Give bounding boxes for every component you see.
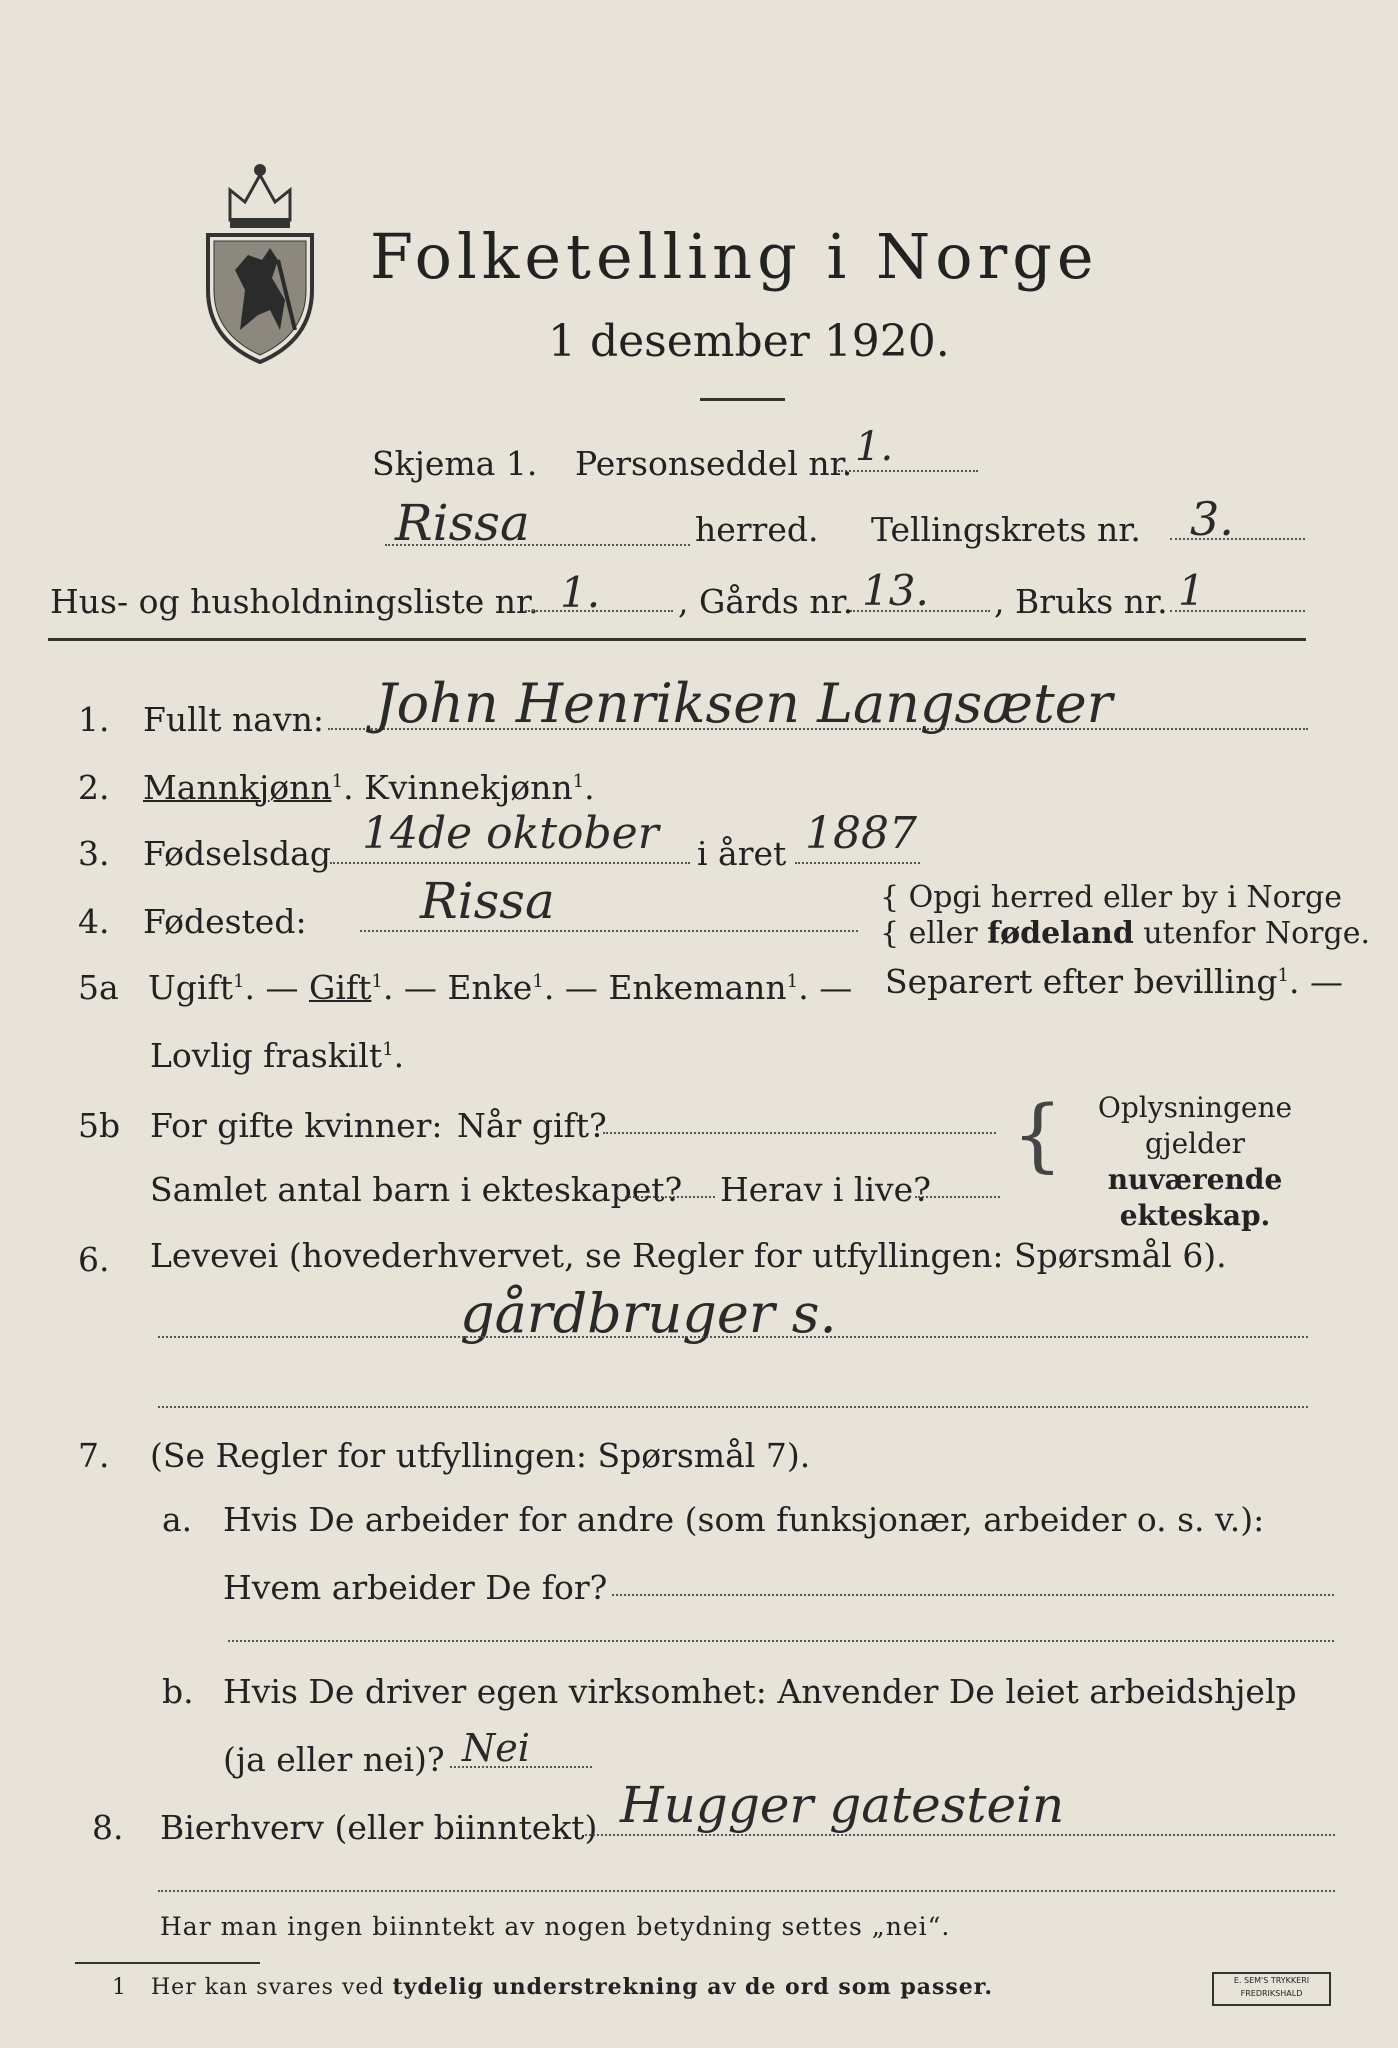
q6-line-1 <box>158 1336 1308 1338</box>
q5b-naar-label: Når gift? <box>457 1106 607 1145</box>
gards-value: 13. <box>862 566 929 615</box>
q3-label: Fødselsdag <box>143 834 331 873</box>
q5b-label: For gifte kvinner: <box>150 1106 443 1145</box>
q6-label: Levevei (hovederhvervet, se Regler for utfyllingen: Spørsmål 6). <box>150 1236 1227 1275</box>
personseddel-line <box>838 470 978 472</box>
q7a-question: Hvem arbeider De for? <box>223 1568 608 1607</box>
q5b-number: 5b <box>78 1106 121 1145</box>
q5b-barn-label: Samlet antal barn i ekteskapet? <box>150 1170 683 1209</box>
bruks-label: , Bruks nr. <box>994 582 1168 621</box>
q3-line <box>330 862 690 864</box>
q4-number: 4. <box>78 902 110 941</box>
footnote: 1 Her kan svares ved tydelig understrekning av de ord som passer. <box>112 1974 993 2000</box>
husholdning-label: Hus- og husholdningsliste nr. <box>50 582 539 621</box>
q3-year-value: 1887 <box>805 808 917 859</box>
q5b-ilive-line <box>915 1196 1000 1198</box>
q2-options: Mannkjønn$^1$. Kvinnekjønn$^1$. <box>143 768 595 807</box>
biinntekt-note: Har man ingen biinntekt av nogen betydning settes „nei“. <box>160 1912 951 1941</box>
bruks-value: 1 <box>1178 566 1205 615</box>
tellingskrets-value: 3. <box>1190 492 1234 546</box>
footnote-mark: 1 <box>112 1975 127 2000</box>
q8-line-1 <box>585 1834 1335 1836</box>
q4-note-line2: { eller fødeland utenfor Norge. <box>880 916 1370 951</box>
q6-value: gårdbruger s. <box>460 1282 837 1345</box>
q2-number: 2. <box>78 768 110 807</box>
q5a-separert-option: Separert efter bevilling <box>885 962 1278 1001</box>
q7b-value: Nei <box>462 1726 530 1770</box>
q4-line <box>360 930 858 932</box>
q7-label: (Se Regler for utfyllingen: Spørsmål 7). <box>150 1436 811 1475</box>
q7a-letter: a. <box>162 1500 193 1539</box>
q5a-fraskilt: Lovlig fraskilt$^1$. <box>150 1036 405 1075</box>
form-title: Folketelling i Norge <box>370 220 1099 293</box>
herred-value: Rissa <box>395 494 530 552</box>
q5a-enke-option: Enke <box>447 968 533 1007</box>
q7a-line-1 <box>612 1594 1334 1596</box>
q5b-ilive-label: Herav i live? <box>720 1170 931 1209</box>
q5a-gift-option: Gift <box>309 968 372 1007</box>
q7b-question: (ja eller nei)? <box>223 1740 445 1779</box>
q8-number: 8. <box>92 1808 124 1847</box>
q7a-text: Hvis De arbeider for andre (som funksjonær, arbeider o. s. v.): <box>223 1500 1265 1539</box>
q2-female-option: Kvinnekjønn <box>364 768 573 807</box>
footnote-rule <box>75 1962 260 1964</box>
q6-number: 6. <box>78 1240 110 1279</box>
q5a-fraskilt-option: Lovlig fraskilt <box>150 1036 383 1075</box>
q7-number: 7. <box>78 1436 110 1475</box>
q3-year-line <box>795 862 920 864</box>
q8-line-2 <box>158 1890 1335 1892</box>
q4-value: Rissa <box>420 872 555 930</box>
q8-value: Hugger gatestein <box>620 1776 1065 1834</box>
q5a-enkemann-option: Enkemann <box>608 968 787 1007</box>
printer-stamp: E. SEM'S TRYKKERI FREDRIKSHALD <box>1212 1972 1331 2006</box>
q5b-brace: { <box>1012 1088 1063 1181</box>
q7b-text: Hvis De driver egen virksomhet: Anvender De leiet arbeidshjelp <box>223 1672 1297 1711</box>
q3-year-label: i året <box>697 834 787 873</box>
q6-line-2 <box>158 1406 1308 1408</box>
q7a-line-2 <box>228 1640 1334 1642</box>
q5b-barn-line <box>625 1196 715 1198</box>
q5b-naar-line <box>603 1132 996 1134</box>
gards-label: , Gårds nr. <box>678 582 854 621</box>
q3-value: 14de oktober <box>362 808 659 859</box>
q5a-separert: Separert efter bevilling$^1$. — <box>885 962 1343 1001</box>
q4-note <box>880 880 1370 952</box>
q2-male-option: Mannkjønn <box>143 768 332 807</box>
personseddel-value: 1. <box>855 424 894 470</box>
tellingskrets-label: Tellingskrets nr. <box>871 510 1141 549</box>
q5a-number: 5a <box>78 968 119 1007</box>
header-rule <box>48 638 1306 641</box>
q1-label: Fullt navn: <box>143 700 324 739</box>
norwegian-coat-of-arms-icon <box>200 160 320 365</box>
q1-value: John Henriksen Langsæter <box>375 672 1113 735</box>
q4-note-line1: { Opgi herred eller by i Norge <box>880 880 1343 915</box>
q1-number: 1. <box>78 700 110 739</box>
herred-label: herred. <box>695 510 819 549</box>
q5a-ugift-option: Ugift <box>148 968 233 1007</box>
q4-label: Fødested: <box>143 902 307 941</box>
q5b-note: Oplysningene gjelder nuværende ekteskap. <box>1097 1091 1293 1232</box>
form-date: 1 desember 1920. <box>548 316 950 367</box>
personseddel-label: Personseddel nr. <box>575 444 853 483</box>
schema-label: Skjema 1. <box>372 444 538 483</box>
title-divider <box>700 398 785 401</box>
q8-label: Bierhverv (eller biinntekt) <box>160 1808 598 1847</box>
q5a-options: Ugift$^1$. — Gift$^1$. — Enke$^1$. — Enkemann$^1$. — <box>148 968 853 1007</box>
husholdning-value: 1. <box>560 568 601 617</box>
q7b-letter: b. <box>162 1672 194 1711</box>
q3-number: 3. <box>78 834 110 873</box>
